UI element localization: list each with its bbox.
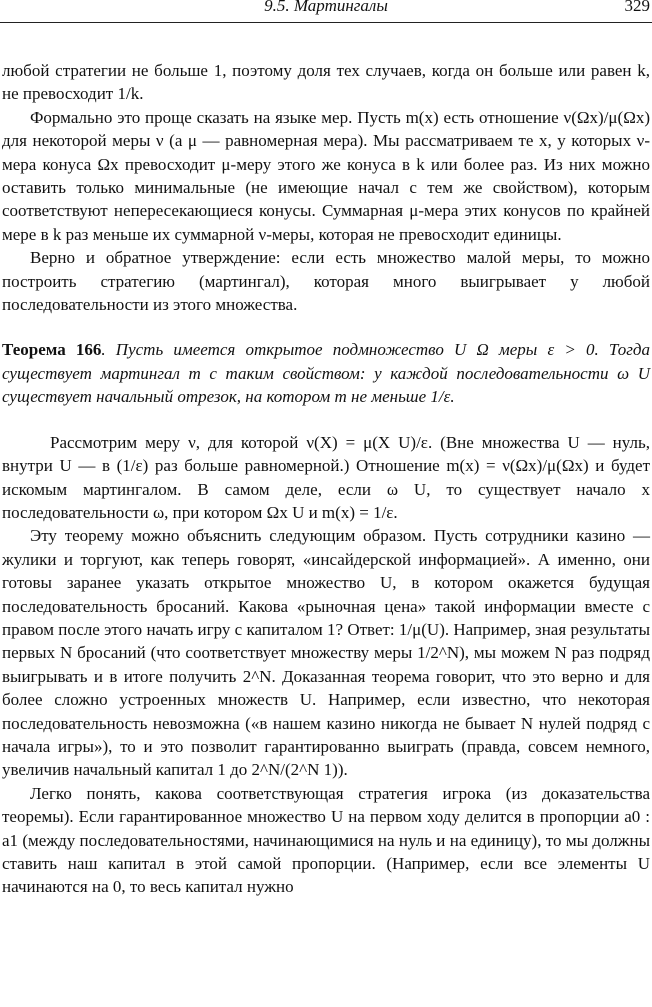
section-title: 9.5. Мартингалы [264, 0, 388, 15]
page-body [2, 59, 650, 899]
proof-paragraph: Рассмотрим меру ν, для которой ν(X) = μ(X U)/ε. (Вне множества U — нуль, внутри U — в (1/ε) раз больше равномерной.) Отношение m(x) = ν(Ωx)/μ(Ωx) и будет искомым мартингалом. В самом деле, если ω U, то существует начало x последовательности ω, при котором Ωx U и m(x) = 1/ε. [2, 432, 650, 522]
theorem-body: . Пусть имеется открытое подмножество U Ω меры ε > 0. Тогда существует мартингал m с таким свойством: у каждой последовательности ω U существует начальный отрезок, на котором m не меньше 1/ε. [2, 340, 650, 407]
theorem-166 [2, 338, 650, 408]
page-number: 329 [624, 0, 650, 15]
paragraph-5: Легко понять, какова соответствующая стратегия игрока (из доказательства теоремы). Если гарантированное множество U на первом ходу делится в пропорции a0 : a1 (между последовательностями, начинающимися на нуль и на единицу), то мы должны ставить наш капитал в этой самой пропорции. (Например, если все элементы U начинаются на 0, то весь капитал нужно [2, 783, 650, 897]
paragraph-3: Верно и обратное утверждение: если есть множество малой меры, то можно построить стратегию (мартингал), которая много выигрывает у любой последовательности из этого множества. [2, 248, 650, 315]
paragraph-2: Формально это проще сказать на языке мер. Пусть m(x) есть отношение ν(Ωx)/μ(Ωx) для некоторой меры ν (а μ — равномерная мера). Мы рассматриваем те x, у которых ν-мера конуса Ωx превосходит μ-меру этого же конуса в k или более раз. Из них можно оставить только минимальные (не имеющие начал с тем же свойством), которым соответствуют непересекающиеся конусы. Суммарная μ-мера этих конусов по крайней мере в k раз меньше их суммарной ν-меры, которая не превосходит единицы. [2, 107, 650, 244]
theorem-label: Теорема 166 [2, 340, 102, 360]
paragraph-4: Эту теорему можно объяснить следующим образом. Пусть сотрудники казино — жулики и торгуют, как теперь говорят, «инсайдерской информацией». А именно, они готовы заранее указать открытое множество U, в котором окажется будущая последовательность бросаний. Какова «рыночная цена» такой информации вместе с правом после этого начать игру с капиталом 1? Ответ: 1/μ(U). Например, зная результаты первых N бросаний (что соответствует множеству меры 1/2^N), мы можем N раз подряд выигрывать и в итоге получить 2^N. Доказанная теорема говорит, что это верно и для более сложно устроенных множеств U. Например, если известно, что некоторая последовательность невозможна («в нашем казино никогда не бывает N нулей подряд с начала игры»), то и это позволит гарантированно выиграть (правда, совсем немного, увеличив начальный капитал 1 до 2^N/(2^N 1)). [2, 526, 650, 780]
header-rule [0, 22, 652, 23]
paragraph-1: любой стратегии не больше 1, поэтому доля тех случаев, когда он больше или равен k, не превосходит 1/k. [2, 61, 650, 104]
page-header [0, 0, 652, 20]
